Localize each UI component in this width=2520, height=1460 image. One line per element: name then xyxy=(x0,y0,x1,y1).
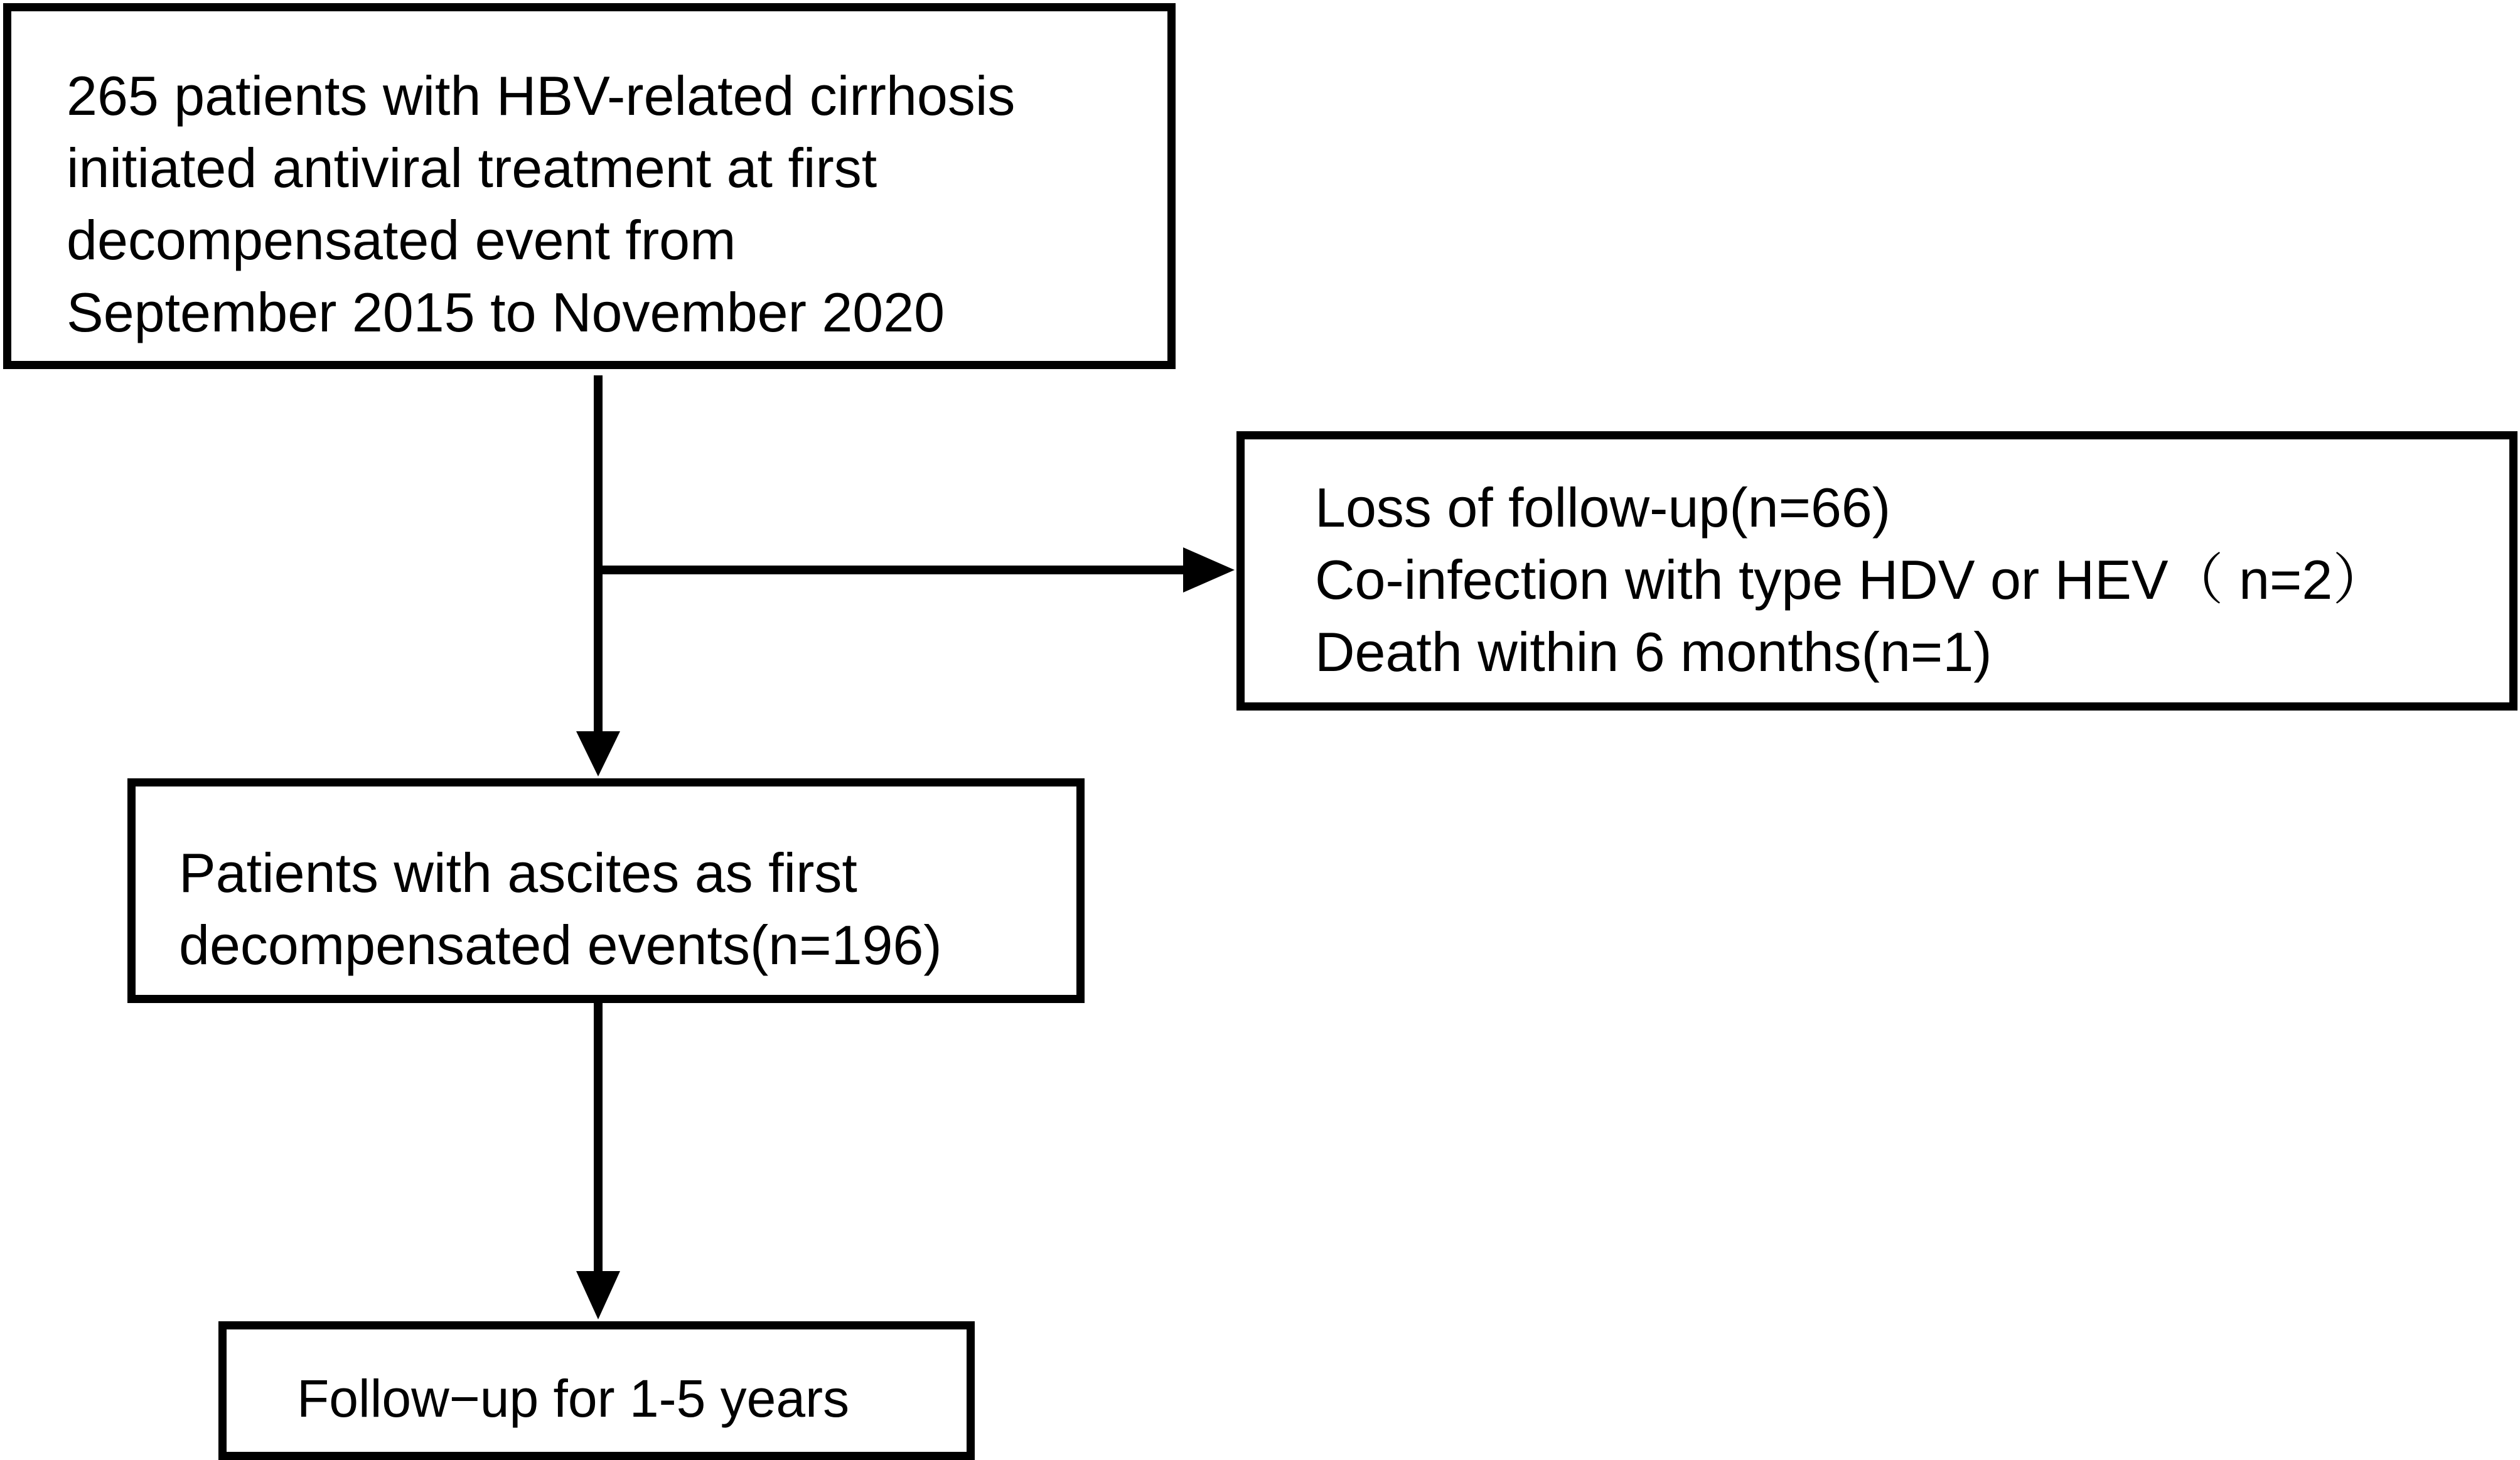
exclusion-item: Death within 6 months(n=1) xyxy=(1315,621,1992,683)
ascites-cohort-box xyxy=(127,778,1085,1003)
arrowhead-to-exclusions xyxy=(1183,547,1235,593)
ascites-cohort-line: Patients with ascites as first xyxy=(179,842,857,904)
followup-box xyxy=(218,1321,975,1460)
initial-cohort-line: September 2015 to November 2020 xyxy=(67,281,945,343)
exclusion-criteria-text xyxy=(1245,439,2509,688)
exclusion-item: Co-infection with type HDV or HEV（ n=2） xyxy=(1315,549,2388,611)
ascites-cohort-line: decompensated events(n=196) xyxy=(179,914,942,976)
initial-cohort-box xyxy=(3,3,1176,369)
initial-cohort-line: initiated antiviral treatment at first xyxy=(67,137,877,199)
arrowhead-to-followup xyxy=(576,1271,620,1319)
followup-label: Follow−up for 1-5 years xyxy=(297,1369,850,1428)
arrowhead-to-ascites xyxy=(576,731,620,776)
exclusion-criteria-box xyxy=(1236,431,2517,711)
initial-cohort-text xyxy=(11,11,1167,348)
initial-cohort-line: decompensated event from xyxy=(67,209,736,271)
ascites-cohort-text xyxy=(136,786,1076,981)
initial-cohort-line: 265 patients with HBV-related cirrhosis xyxy=(67,65,1016,127)
exclusion-item: Loss of follow-up(n=66) xyxy=(1315,476,1891,539)
